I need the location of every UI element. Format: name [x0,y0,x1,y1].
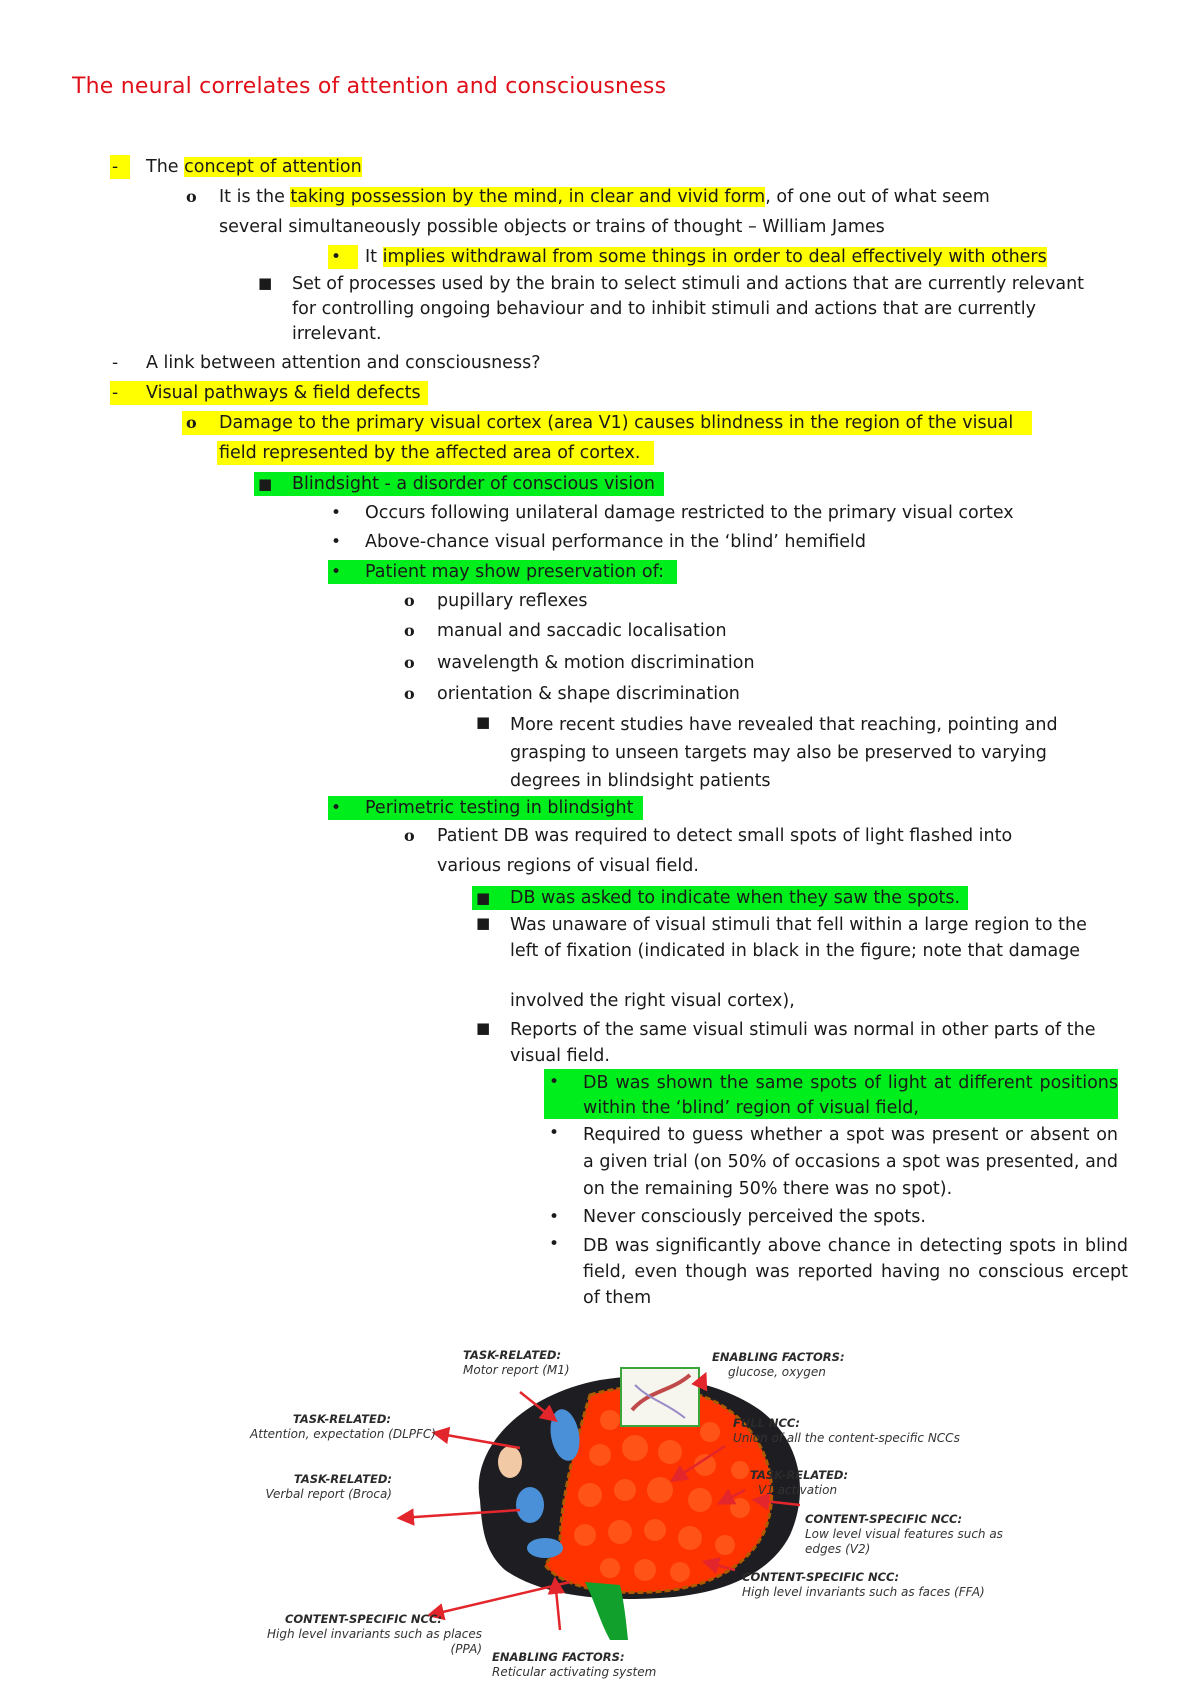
note-line: DB was shown the same spots of light at different positions within the ‘blind’ region of visual field, [583,1073,1118,1118]
bullet-marker: • [331,562,342,582]
note-line: Was unaware of visual stimuli that fell within a large region to the left of fixation (indicated in black in the figure; note that damage [510,915,1087,961]
note-line: Visual pathways & field defects [146,383,421,403]
ppa-area [527,1538,563,1558]
label-faces: CONTENT-SPECIFIC NCC: High level invariants such as faces (FFA) [742,1570,985,1599]
square-marker: ■ [258,274,273,292]
note-line: It implies withdrawal from some things in order to deal effectively with others [365,247,1047,267]
square-marker: ■ [476,914,491,932]
bullet-marker: • [331,798,342,818]
label-motor: TASK-RELATED: Motor report (M1) [463,1348,570,1377]
circle-marker: o [186,187,197,206]
label-low-level: CONTENT-SPECIFIC NCC: Low level visual features such as edges (V2) [805,1512,1003,1556]
note-line: It is the taking possession by the mind, in clear and vivid form, of one out of what seem [219,187,990,207]
bullet-marker: • [331,247,342,267]
label-places: CONTENT-SPECIFIC NCC: High level invariants such as places (PPA) [267,1612,482,1656]
note-line: The concept of attention [146,157,362,177]
circle-marker: o [404,621,415,640]
note-line: several simultaneously possible objects or trains of thought – William James [219,217,885,237]
label-attention: TASK-RELATED: Attention, expectation (DLPFC) [250,1412,436,1441]
bullet-marker: • [549,1207,560,1227]
note-line: orientation & shape discrimination [437,684,740,704]
bullet-marker: • [331,532,342,552]
note-line: Above-chance visual performance in the ‘blind’ hemifield [365,532,866,552]
dash-marker: - [112,353,119,373]
label-v1: TASK-RELATED: V1 activation [750,1468,849,1497]
note-line: Occurs following unilateral damage restricted to the primary visual cortex [365,503,1014,523]
note-line: Set of processes used by the brain to select stimuli and actions that are currently relevant for controlling ongoing behaviour and to inhibit stimuli and actions that are currently irrelevant. [292,274,1085,344]
dash-marker: - [112,383,119,403]
bullet-marker: • [331,503,342,523]
note-line: wavelength & motion discrimination [437,653,755,673]
note-line: manual and saccadic localisation [437,621,727,641]
note-line: Reports of the same visual stimuli was normal in other parts of the visual field. [510,1020,1096,1066]
label-enabling-bottom: ENABLING FACTORS: Reticular activating system [492,1650,657,1679]
dash-marker: - [112,157,119,177]
note-line: A link between attention and consciousness? [146,353,541,373]
circle-marker: o [186,413,197,432]
ncc-brain-figure [0,1340,1200,1698]
square-marker: ■ [476,889,491,907]
label-verbal: TASK-RELATED: Verbal report (Broca) [265,1472,392,1501]
circle-marker: o [404,684,415,703]
note-line: DB was asked to indicate when they saw the spots. [510,888,961,908]
circle-marker: o [404,653,415,672]
note-line: Blindsight - a disorder of conscious vision [292,474,655,494]
circle-marker: o [404,591,415,610]
note-line: Required to guess whether a spot was present or absent on a given trial (on 50% of occasions a spot was presented, and on the remaining 50% there was no spot). [583,1125,1118,1199]
note-line: Damage to the primary visual cortex (area V1) causes blindness in the region of the visual [219,413,1014,433]
bullet-marker: • [549,1123,560,1143]
dlpfc-area [498,1446,522,1478]
note-line: Never consciously perceived the spots. [583,1207,926,1227]
label-full-ncc: FULL NCC: Union of all the content-specific NCCs [733,1416,960,1445]
note-line: involved the right visual cortex), [510,991,795,1011]
broca-area [516,1487,544,1523]
bullet-marker: • [549,1234,560,1254]
note-line: DB was significantly above chance in detecting spots in blind field, even though was reported having no conscious ercept of them [583,1236,1128,1308]
note-line: Perimetric testing in blindsight [365,798,634,818]
page-title: The neural correlates of attention and consciousness [72,74,667,99]
brain-diagram [0,1340,1200,1698]
note-line: pupillary reflexes [437,591,588,611]
square-marker: ■ [258,475,273,493]
label-enabling-top: ENABLING FACTORS: glucose, oxygen [712,1350,845,1379]
bullet-marker: • [549,1072,560,1092]
note-line: More recent studies have revealed that reaching, pointing and grasping to unseen targets may also be preserved to varying degrees in blindsight patients [510,715,1058,791]
circle-marker: o [404,826,415,845]
note-line: Patient may show preservation of: [365,562,665,582]
note-line: field represented by the affected area of cortex. [219,443,641,463]
note-line: Patient DB was required to detect small spots of light flashed into [437,826,1013,846]
note-line: various regions of visual field. [437,856,699,876]
square-marker: ■ [476,1019,491,1037]
square-marker: ■ [476,713,491,731]
